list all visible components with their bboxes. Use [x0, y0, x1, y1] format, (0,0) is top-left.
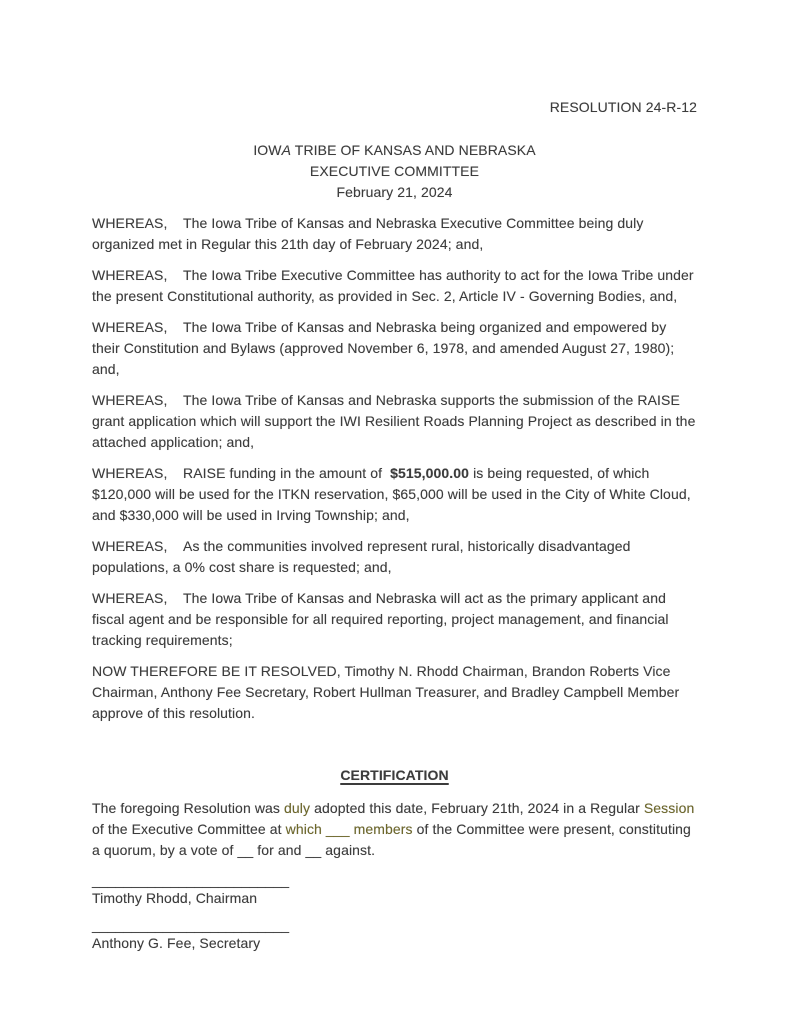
whereas-label: WHEREAS, — [92, 392, 168, 408]
whereas-label: WHEREAS, — [92, 267, 168, 283]
whereas-paragraph-7 — [92, 588, 697, 651]
whereas-label: WHEREAS, — [92, 319, 168, 335]
certification-seg-5: of the Executive Committee at — [92, 821, 286, 837]
whereas-paragraph-5 — [92, 463, 697, 526]
signature-rule-secretary: _________________________ — [92, 917, 290, 933]
whereas-label: WHEREAS, — [92, 590, 168, 606]
whereas-paragraph-4-text: The Iowa Tribe of Kansas and Nebraska supports the submission of the RAISE grant application which will support the IWI Resilient Roads Planning Project as described in the attached application; and, — [92, 392, 696, 450]
certification-seg-1: The foregoing Resolution was — [92, 800, 285, 816]
certification-edited-word-session: Session — [643, 800, 695, 816]
certification-heading-text: CERTIFICATION — [340, 767, 449, 783]
signature-rule-chairman: _________________________ — [92, 872, 290, 888]
whereas-paragraph-3 — [92, 317, 697, 380]
whereas-paragraph-5-pre: RAISE funding in the amount of — [183, 465, 391, 481]
certification-edited-word-duly: duly — [284, 800, 311, 816]
resolved-paragraph: NOW THEREFORE BE IT RESOLVED, Timothy N. Rhodd Chairman, Brandon Roberts Vice Chairman, Anthony Fee Secretary, Robert Hullman Treasurer, and Bradley Campbell Member approve of this resolution. — [92, 663, 680, 721]
whereas-label: WHEREAS, — [92, 215, 168, 231]
title-block — [92, 140, 697, 203]
whereas-label: WHEREAS, — [92, 538, 168, 554]
certification-edited-members-blank: which ___ members — [285, 821, 413, 837]
certification-seg-7: of the Committee were present, constituting a quorum, by a vote of __ for and __ against. — [92, 821, 691, 858]
whereas-paragraph-2 — [92, 265, 697, 307]
certification-seg-3: adopted this date, February 21th, 2024 in a Regular — [310, 800, 644, 816]
certification-heading — [92, 765, 697, 786]
whereas-paragraph-1 — [92, 213, 697, 255]
whereas-paragraph-5-post: is being requested, of which $120,000 will be used for the ITKN reservation, $65,000 will be used in the City of White Cloud, and $330,000 will be used in Irving Township; and, — [92, 465, 691, 523]
org-title-post: TRIBE OF KANSAS AND NEBRASKA — [291, 142, 536, 158]
whereas-paragraph-6-text: As the communities involved represent rural, historically disadvantaged populations, a 0% cost share is requested; and, — [92, 538, 631, 575]
funding-amount: $515,000.00 — [390, 465, 470, 481]
org-title — [92, 140, 697, 161]
certification-paragraph — [92, 798, 697, 861]
whereas-label: WHEREAS, — [92, 465, 168, 481]
org-title-pre: IOW — [253, 142, 282, 158]
org-title-italic-a: A — [281, 142, 292, 158]
signature-block — [92, 871, 697, 952]
whereas-paragraph-6 — [92, 536, 697, 578]
signature-name-secretary: Anthony G. Fee, Secretary — [92, 935, 261, 951]
resolution-number: RESOLUTION 24-R-12 — [549, 99, 697, 115]
meeting-date: February 21, 2024 — [336, 184, 453, 200]
committee-title: EXECUTIVE COMMITTEE — [309, 163, 480, 179]
whereas-paragraph-4 — [92, 390, 697, 453]
whereas-paragraph-7-text: The Iowa Tribe of Kansas and Nebraska will act as the primary applicant and fiscal agent and be responsible for all required reporting, project management, and financial tracking requirements; — [92, 590, 669, 648]
whereas-paragraph-1-text: The Iowa Tribe of Kansas and Nebraska Executive Committee being duly organized met in Regular this 21th day of February 2024; and, — [92, 215, 644, 252]
whereas-paragraph-3-text: The Iowa Tribe of Kansas and Nebraska being organized and empowered by their Constitution and Bylaws (approved November 6, 1978, and amended August 27, 1980); and, — [92, 319, 675, 377]
whereas-paragraph-2-text: The Iowa Tribe Executive Committee has authority to act for the Iowa Tribe under the present Constitutional authority, as provided in Sec. 2, Article IV - Governing Bodies, and, — [92, 267, 694, 304]
signature-name-chairman: Timothy Rhodd, Chairman — [92, 890, 258, 906]
